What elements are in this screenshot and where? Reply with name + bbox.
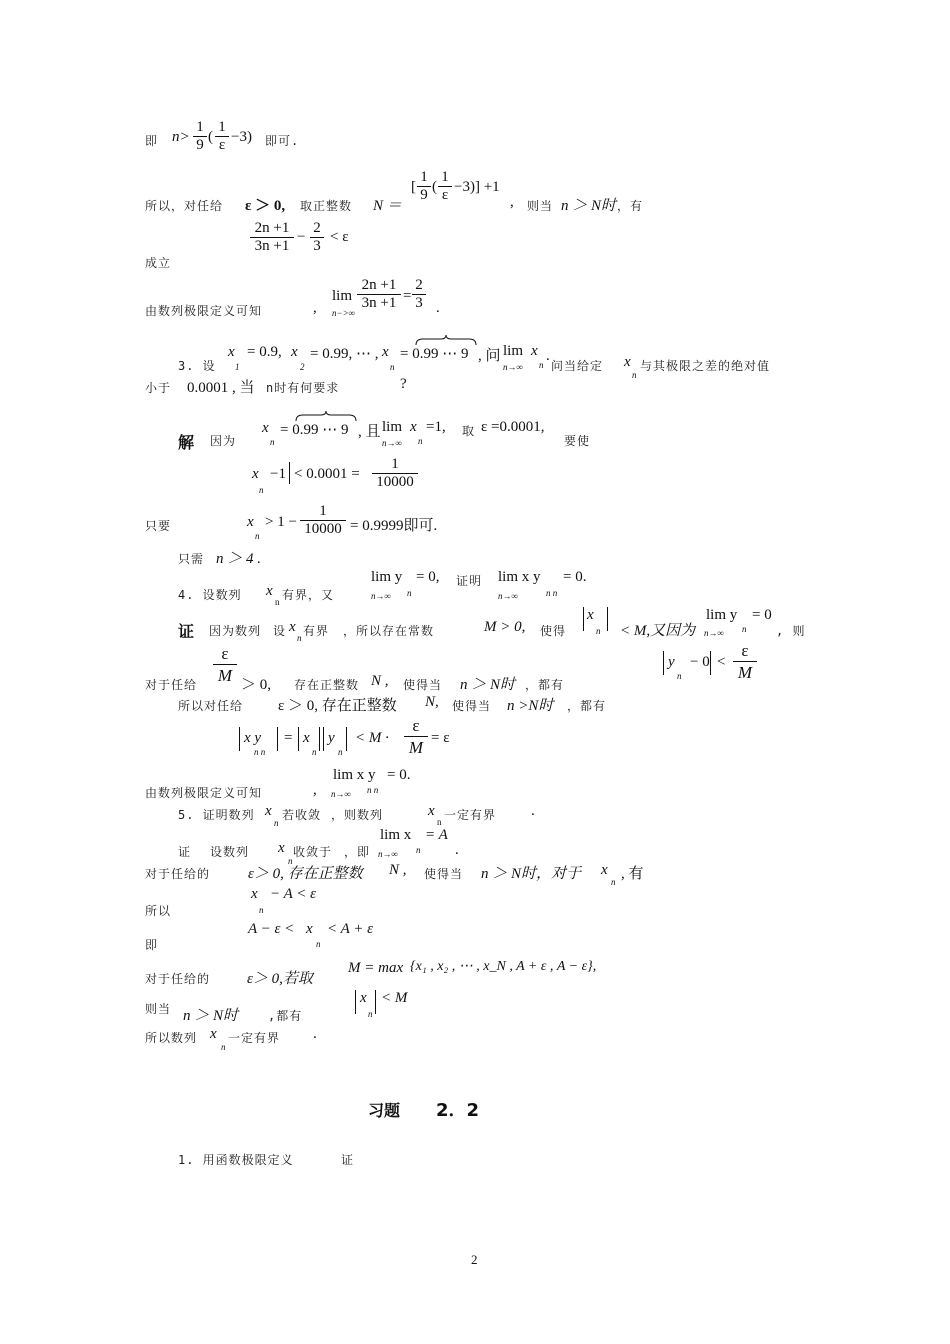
proof4-lim-v: = 0 bbox=[752, 607, 772, 623]
sol3-orhs: = 0.9999即可. bbox=[350, 518, 438, 534]
proof5-l2: 对于任给的 bbox=[145, 972, 211, 986]
q3-xn2: x bbox=[624, 354, 631, 370]
proof4-chain-sub: n n bbox=[254, 747, 266, 757]
p4-lim: lim bbox=[332, 288, 353, 304]
proof4-lim-n: n bbox=[742, 624, 747, 634]
sol3-abs-bar bbox=[289, 462, 290, 484]
q3-q2: 与其极限之差的绝对值 bbox=[640, 359, 771, 373]
sol3-so: 只需 bbox=[178, 552, 205, 566]
sol3-only: 只要 bbox=[145, 519, 172, 533]
proof5-l1-when: 使得当 bbox=[424, 867, 464, 881]
p2-comma: , bbox=[510, 194, 514, 210]
p2-frac-9: $\frac{1}{9}$ bbox=[417, 169, 431, 204]
proof4-x: x bbox=[289, 619, 296, 635]
proof5-concl: 所以数列 bbox=[145, 1031, 198, 1045]
proof4-chain-lt: < M · bbox=[355, 730, 389, 746]
q3-overbrace bbox=[415, 334, 477, 346]
q3-limx: x bbox=[531, 343, 538, 359]
proof4-chain-eq: = bbox=[284, 730, 293, 746]
proof5-l1-N: N , bbox=[389, 862, 407, 878]
proof5-then-cond: n ＞ N时 bbox=[183, 1008, 239, 1024]
q3-qmark: ? bbox=[400, 376, 407, 392]
proof4-chain-ys: n bbox=[338, 747, 343, 757]
q5-x2: x bbox=[428, 803, 435, 819]
p2-cond: n ＞ N时 bbox=[561, 198, 617, 214]
proof5-label: 证 bbox=[178, 845, 192, 859]
p2-comma2: ，有 bbox=[617, 199, 644, 213]
sol3-ineq-x: x bbox=[252, 466, 259, 482]
p3-lt: < ε bbox=[330, 229, 349, 245]
q3-v1: = 0.9, bbox=[247, 344, 282, 360]
p1-prefix: 即 bbox=[145, 134, 159, 148]
q5-c: 一定有界 bbox=[444, 808, 497, 822]
proof4-M: M > 0, bbox=[484, 619, 526, 635]
proof4-absy-l bbox=[663, 651, 664, 675]
p2-eps: ε ＞ 0, bbox=[245, 198, 286, 214]
sol3-overbrace bbox=[295, 410, 357, 422]
proof5-Mset: {x₁ , x₂ , ⋯ , x_N , A + ε , A − ε}, bbox=[410, 959, 597, 974]
proof5-bound-bar2 bbox=[375, 990, 376, 1014]
q3-x1-sub: 1 bbox=[235, 362, 240, 372]
proof5-concl-p: . bbox=[313, 1026, 317, 1042]
proof5-bound-x: x bbox=[360, 990, 367, 1006]
proof4-rhs-frac: $\frac{\varepsilon}{M}$ bbox=[733, 641, 757, 684]
sol3-cond: n ＞ 4 . bbox=[216, 551, 262, 567]
p2-N-eq: N ＝ bbox=[373, 198, 402, 214]
proof5-concl-b: 一定有界 bbox=[228, 1031, 281, 1045]
q4-lim2-n: n n bbox=[546, 588, 558, 598]
q5-x: x bbox=[265, 803, 272, 819]
q5-num: 5. 证明数列 bbox=[178, 808, 255, 822]
p2-when: 则当 bbox=[527, 199, 554, 213]
proof4-l-have: ，都有 bbox=[567, 699, 607, 713]
sol3-limv: =1, bbox=[426, 419, 446, 435]
q4-lim2: lim x y bbox=[498, 569, 541, 585]
q3-xn: x bbox=[382, 344, 389, 360]
p4-eq: = bbox=[403, 288, 412, 304]
proof4-chain-bar2 bbox=[277, 727, 278, 751]
proof4-label: 证 bbox=[178, 624, 195, 641]
sol3-lim: lim bbox=[382, 419, 403, 435]
sol3-xn-sub: n bbox=[270, 437, 275, 447]
q4-prove: 证明 bbox=[456, 574, 483, 588]
proof4-e: < M,又因为 bbox=[620, 623, 696, 639]
sol3-eps-v: ε =0.0001, bbox=[481, 419, 545, 435]
sol3-ineq-rhs: < 0.0001 = bbox=[294, 466, 360, 482]
proof4-chain-bar3 bbox=[298, 727, 299, 751]
proof4-absx-sub: n bbox=[596, 626, 601, 636]
proof5-in2-s: n bbox=[316, 939, 321, 949]
proof4-l-prefix: 所以对任给 bbox=[178, 699, 244, 713]
p3-frac-b: $\frac{2}{3}$ bbox=[310, 220, 324, 255]
proof4-abs-lt: < bbox=[717, 654, 726, 670]
proof4-concl-v: = 0. bbox=[387, 767, 411, 783]
proof4-lim: lim y bbox=[706, 607, 738, 623]
q3-period: . bbox=[546, 348, 550, 364]
proof4-l-when: 使得当 bbox=[452, 699, 492, 713]
proof5-have: 所以 bbox=[145, 904, 172, 918]
proof5-lim: lim x bbox=[380, 827, 412, 843]
proof4-frac: $\frac{\varepsilon}{M}$ bbox=[213, 644, 237, 687]
q4-lim1: lim y bbox=[371, 569, 403, 585]
sol3-ox: x bbox=[247, 514, 254, 530]
proof4-absx: x bbox=[587, 607, 594, 623]
proof4-chain-xs: n bbox=[312, 747, 317, 757]
q4-lim2-sub: n→∞ bbox=[498, 591, 518, 601]
p1-paren: ( bbox=[208, 129, 213, 145]
proof4-chain-frac: $\frac{\varepsilon}{M}$ bbox=[404, 716, 428, 759]
sol3-limx: x bbox=[410, 419, 417, 435]
p2-bracket: [ bbox=[411, 179, 416, 195]
sol3-lim-sub: n→∞ bbox=[382, 438, 402, 448]
proof4-l-cond: n >N时 bbox=[507, 698, 554, 714]
q3-lim-sub: n→∞ bbox=[503, 362, 523, 372]
section-heading-number: 2．2 bbox=[436, 1100, 480, 1121]
proof4-chain-end: = ε bbox=[431, 730, 450, 746]
proof5-concl-x: x bbox=[210, 1026, 217, 1042]
proof5-then-have: ,都有 bbox=[268, 1009, 303, 1023]
proof5-l1: 对于任给的 bbox=[145, 867, 211, 881]
proof4-d: 使得 bbox=[540, 624, 567, 638]
q4-mid: 有界，又 bbox=[282, 588, 335, 602]
q4-x: x bbox=[266, 583, 273, 599]
q3-xn2-sub: n bbox=[632, 370, 637, 380]
proof4-a: 因为数列 bbox=[209, 624, 262, 638]
q1next-text: 1. 用函数极限定义 bbox=[178, 1153, 294, 1167]
p4-period: . bbox=[436, 300, 440, 316]
sol3-label: 解 bbox=[178, 435, 195, 452]
q5-period: . bbox=[531, 803, 535, 819]
q3-x1: x bbox=[228, 344, 235, 360]
p3-minus: − bbox=[297, 229, 306, 245]
proof4-chain-x: x bbox=[303, 730, 310, 746]
q4-lim1-v: = 0, bbox=[416, 569, 440, 585]
q1next-end: 证 bbox=[341, 1153, 355, 1167]
proof4-gt: ＞ 0, bbox=[241, 677, 272, 693]
proof4-concl-sub: n→∞ bbox=[331, 789, 351, 799]
proof5-concl-s: n bbox=[221, 1042, 226, 1052]
proof4-concl-n: n n bbox=[367, 785, 379, 795]
proof5-then-label: 则当 bbox=[145, 1002, 172, 1016]
p3-frac-a: $\frac{2n +1}{3n +1}$ bbox=[250, 220, 294, 255]
proof4-chain-y: y bbox=[328, 730, 335, 746]
proof4-concl-lim: lim x y bbox=[333, 767, 376, 783]
proof5-period: . bbox=[455, 842, 459, 858]
p4-frac: $\frac{2n +1}{3n +1}$ bbox=[357, 277, 401, 312]
p1-expr: n> bbox=[172, 129, 190, 145]
q4-x-sub: n bbox=[275, 597, 280, 607]
proof4-chain-bar1 bbox=[239, 727, 240, 751]
proof4-chain-bar6 bbox=[346, 727, 347, 751]
p1-tail: −3) bbox=[231, 129, 252, 145]
sol3-tail: , 且 bbox=[358, 424, 381, 440]
q5-b: ，则数列 bbox=[331, 808, 384, 822]
q4-num: 4. 设数列 bbox=[178, 588, 242, 602]
q3-limx-sub: n bbox=[539, 360, 544, 370]
proof5-b: 收敛于 bbox=[293, 845, 333, 859]
page-number: 2 bbox=[471, 1252, 478, 1267]
p2-N-tail: −3)] +1 bbox=[454, 179, 500, 195]
proof4-l-eps: ε ＞ 0, 存在正整数 bbox=[278, 698, 397, 714]
proof4-i: 使得当 bbox=[403, 678, 443, 692]
q3-line2a: 小于 bbox=[145, 381, 172, 395]
proof5-in1-s: n bbox=[259, 905, 264, 915]
sol3-xn: x bbox=[262, 420, 269, 436]
section-heading-label: 习题 bbox=[368, 1101, 401, 1120]
proof4-b: 有界 bbox=[303, 624, 330, 638]
q3-tail: , 问 bbox=[478, 348, 501, 364]
p2-paren: ( bbox=[432, 179, 437, 195]
proof4-k: ，都有 bbox=[525, 678, 565, 692]
p3-label: 成立 bbox=[145, 256, 172, 270]
proof4-f: , 则 bbox=[776, 624, 806, 638]
p1-frac-1: $\frac{1}{9}$ bbox=[193, 119, 207, 154]
proof4-abs-y: y bbox=[668, 654, 675, 670]
proof5-lim-v: = A bbox=[425, 827, 448, 843]
proof5-in2-l: A − ε < bbox=[248, 921, 295, 937]
proof5-in2-x: x bbox=[306, 921, 313, 937]
sol3-ox-sub: n bbox=[255, 531, 260, 541]
sol3-v: = 0.99 ⋯ 9 bbox=[280, 422, 349, 438]
proof5-bound-bar1 bbox=[355, 990, 356, 1014]
p4-lim-sub: n−>∞ bbox=[332, 308, 356, 318]
sol3-prefix: 因为 bbox=[210, 434, 237, 448]
q4-lim1-sub: n→∞ bbox=[371, 591, 391, 601]
q4-lim1-n: n bbox=[407, 588, 412, 598]
q5-a: 若收敛 bbox=[282, 808, 322, 822]
q3-num: 3. 设 bbox=[178, 359, 216, 373]
p1-suffix: 即可. bbox=[265, 134, 300, 148]
p4-comma: , bbox=[313, 300, 317, 316]
proof5-lim-sub: n→∞ bbox=[378, 849, 398, 859]
proof5-l1-end: , 有 bbox=[621, 866, 644, 882]
proof4-g-prefix: 对于任给 bbox=[145, 678, 198, 692]
q3-line2c: n时有何要求 bbox=[266, 381, 340, 395]
q5-x2-sub: n bbox=[437, 817, 442, 827]
p4-prefix: 由数列极限定义可知 bbox=[145, 304, 263, 318]
proof4-chain-a: x y bbox=[244, 730, 262, 746]
p2-prefix: 所以，对任给 bbox=[145, 199, 224, 213]
proof4-h: 存在正整数 bbox=[294, 678, 360, 692]
proof4-x-prefix: 设 bbox=[273, 624, 287, 638]
proof4-chain-bar4 bbox=[319, 727, 320, 751]
proof5-l1-cond: n ＞ N时，对于 bbox=[481, 866, 582, 882]
proof5-lim-n: n bbox=[416, 845, 421, 855]
q3-lim: lim bbox=[503, 343, 524, 359]
sol3-ineq-sub: n bbox=[259, 485, 264, 495]
sol3-ineq-frac: $\frac{1}{10000}$ bbox=[372, 456, 418, 491]
proof4-c: ，所以存在常数 bbox=[343, 624, 435, 638]
proof4-concl: 由数列极限定义可知 bbox=[145, 786, 263, 800]
q3-x2-sub: 2 bbox=[300, 362, 305, 372]
sol3-eps-part: 取 bbox=[462, 424, 476, 438]
q3-line2b: 0.0001 , 当 bbox=[187, 380, 255, 396]
proof5-c: ，即 bbox=[344, 845, 371, 859]
proof4-concl-comma: , bbox=[313, 782, 317, 798]
p2-frac-eps: $\frac{1}{\varepsilon}$ bbox=[438, 169, 452, 204]
proof4-N: N , bbox=[371, 673, 389, 689]
proof5-bound-s: n bbox=[368, 1009, 373, 1019]
q3-q1: 问当给定 bbox=[551, 359, 604, 373]
proof5-bound-r: < M bbox=[381, 990, 408, 1006]
proof5-l1-eps: ε＞ 0, 存在正整数 bbox=[248, 866, 363, 882]
proof5-a: 设数列 bbox=[210, 845, 250, 859]
proof4-j: n ＞ N时 bbox=[460, 677, 516, 693]
proof5-l2-eps: ε＞ 0,若取 bbox=[247, 971, 313, 987]
q3-x2: x bbox=[291, 344, 298, 360]
proof4-abs-l bbox=[583, 607, 584, 631]
proof4-x-sub: n bbox=[297, 633, 302, 643]
proof5-l1-x: x bbox=[601, 862, 608, 878]
proof4-l-N: N, bbox=[425, 694, 439, 710]
sol3-o-frac: $\frac{1}{10000}$ bbox=[300, 503, 346, 538]
p2-mid: 取正整数 bbox=[300, 199, 353, 213]
proof5-in1-x: x bbox=[251, 886, 258, 902]
proof5-in2-r: < A + ε bbox=[327, 921, 374, 937]
q3-xn-sub: n bbox=[390, 362, 395, 372]
proof4-absy-r bbox=[710, 651, 711, 675]
proof5-x: x bbox=[278, 840, 285, 856]
proof4-abs-mid: − 0 bbox=[690, 654, 710, 670]
p4-rhs: $\frac{2}{3}$ bbox=[412, 277, 426, 312]
q5-x-sub: n bbox=[274, 818, 279, 828]
proof4-chain-bar5 bbox=[323, 727, 324, 751]
sol3-need: 要使 bbox=[564, 434, 591, 448]
proof4-abs-y-sub: n bbox=[677, 671, 682, 681]
q4-lim2-v: = 0. bbox=[563, 569, 587, 585]
sol3-limx-sub: n bbox=[418, 436, 423, 446]
proof5-x-sub: n bbox=[288, 856, 293, 866]
proof5-ji: 即 bbox=[145, 938, 159, 952]
proof4-lim-sub: n→∞ bbox=[704, 628, 724, 638]
proof5-l1-xs: n bbox=[611, 877, 616, 887]
sol3-ineq-mid: −1 bbox=[270, 466, 286, 482]
proof4-abs-r bbox=[607, 607, 608, 631]
proof5-in1-r: − A < ε bbox=[270, 886, 317, 902]
p1-frac-2: $\frac{1}{\varepsilon}$ bbox=[215, 119, 229, 154]
proof5-Mdef: M = max bbox=[348, 960, 404, 976]
sol3-ogt: > 1 − bbox=[265, 514, 297, 530]
q3-v3: = 0.99 ⋯ 9 bbox=[400, 346, 469, 362]
q3-v2: = 0.99, ⋯ , bbox=[310, 346, 379, 362]
